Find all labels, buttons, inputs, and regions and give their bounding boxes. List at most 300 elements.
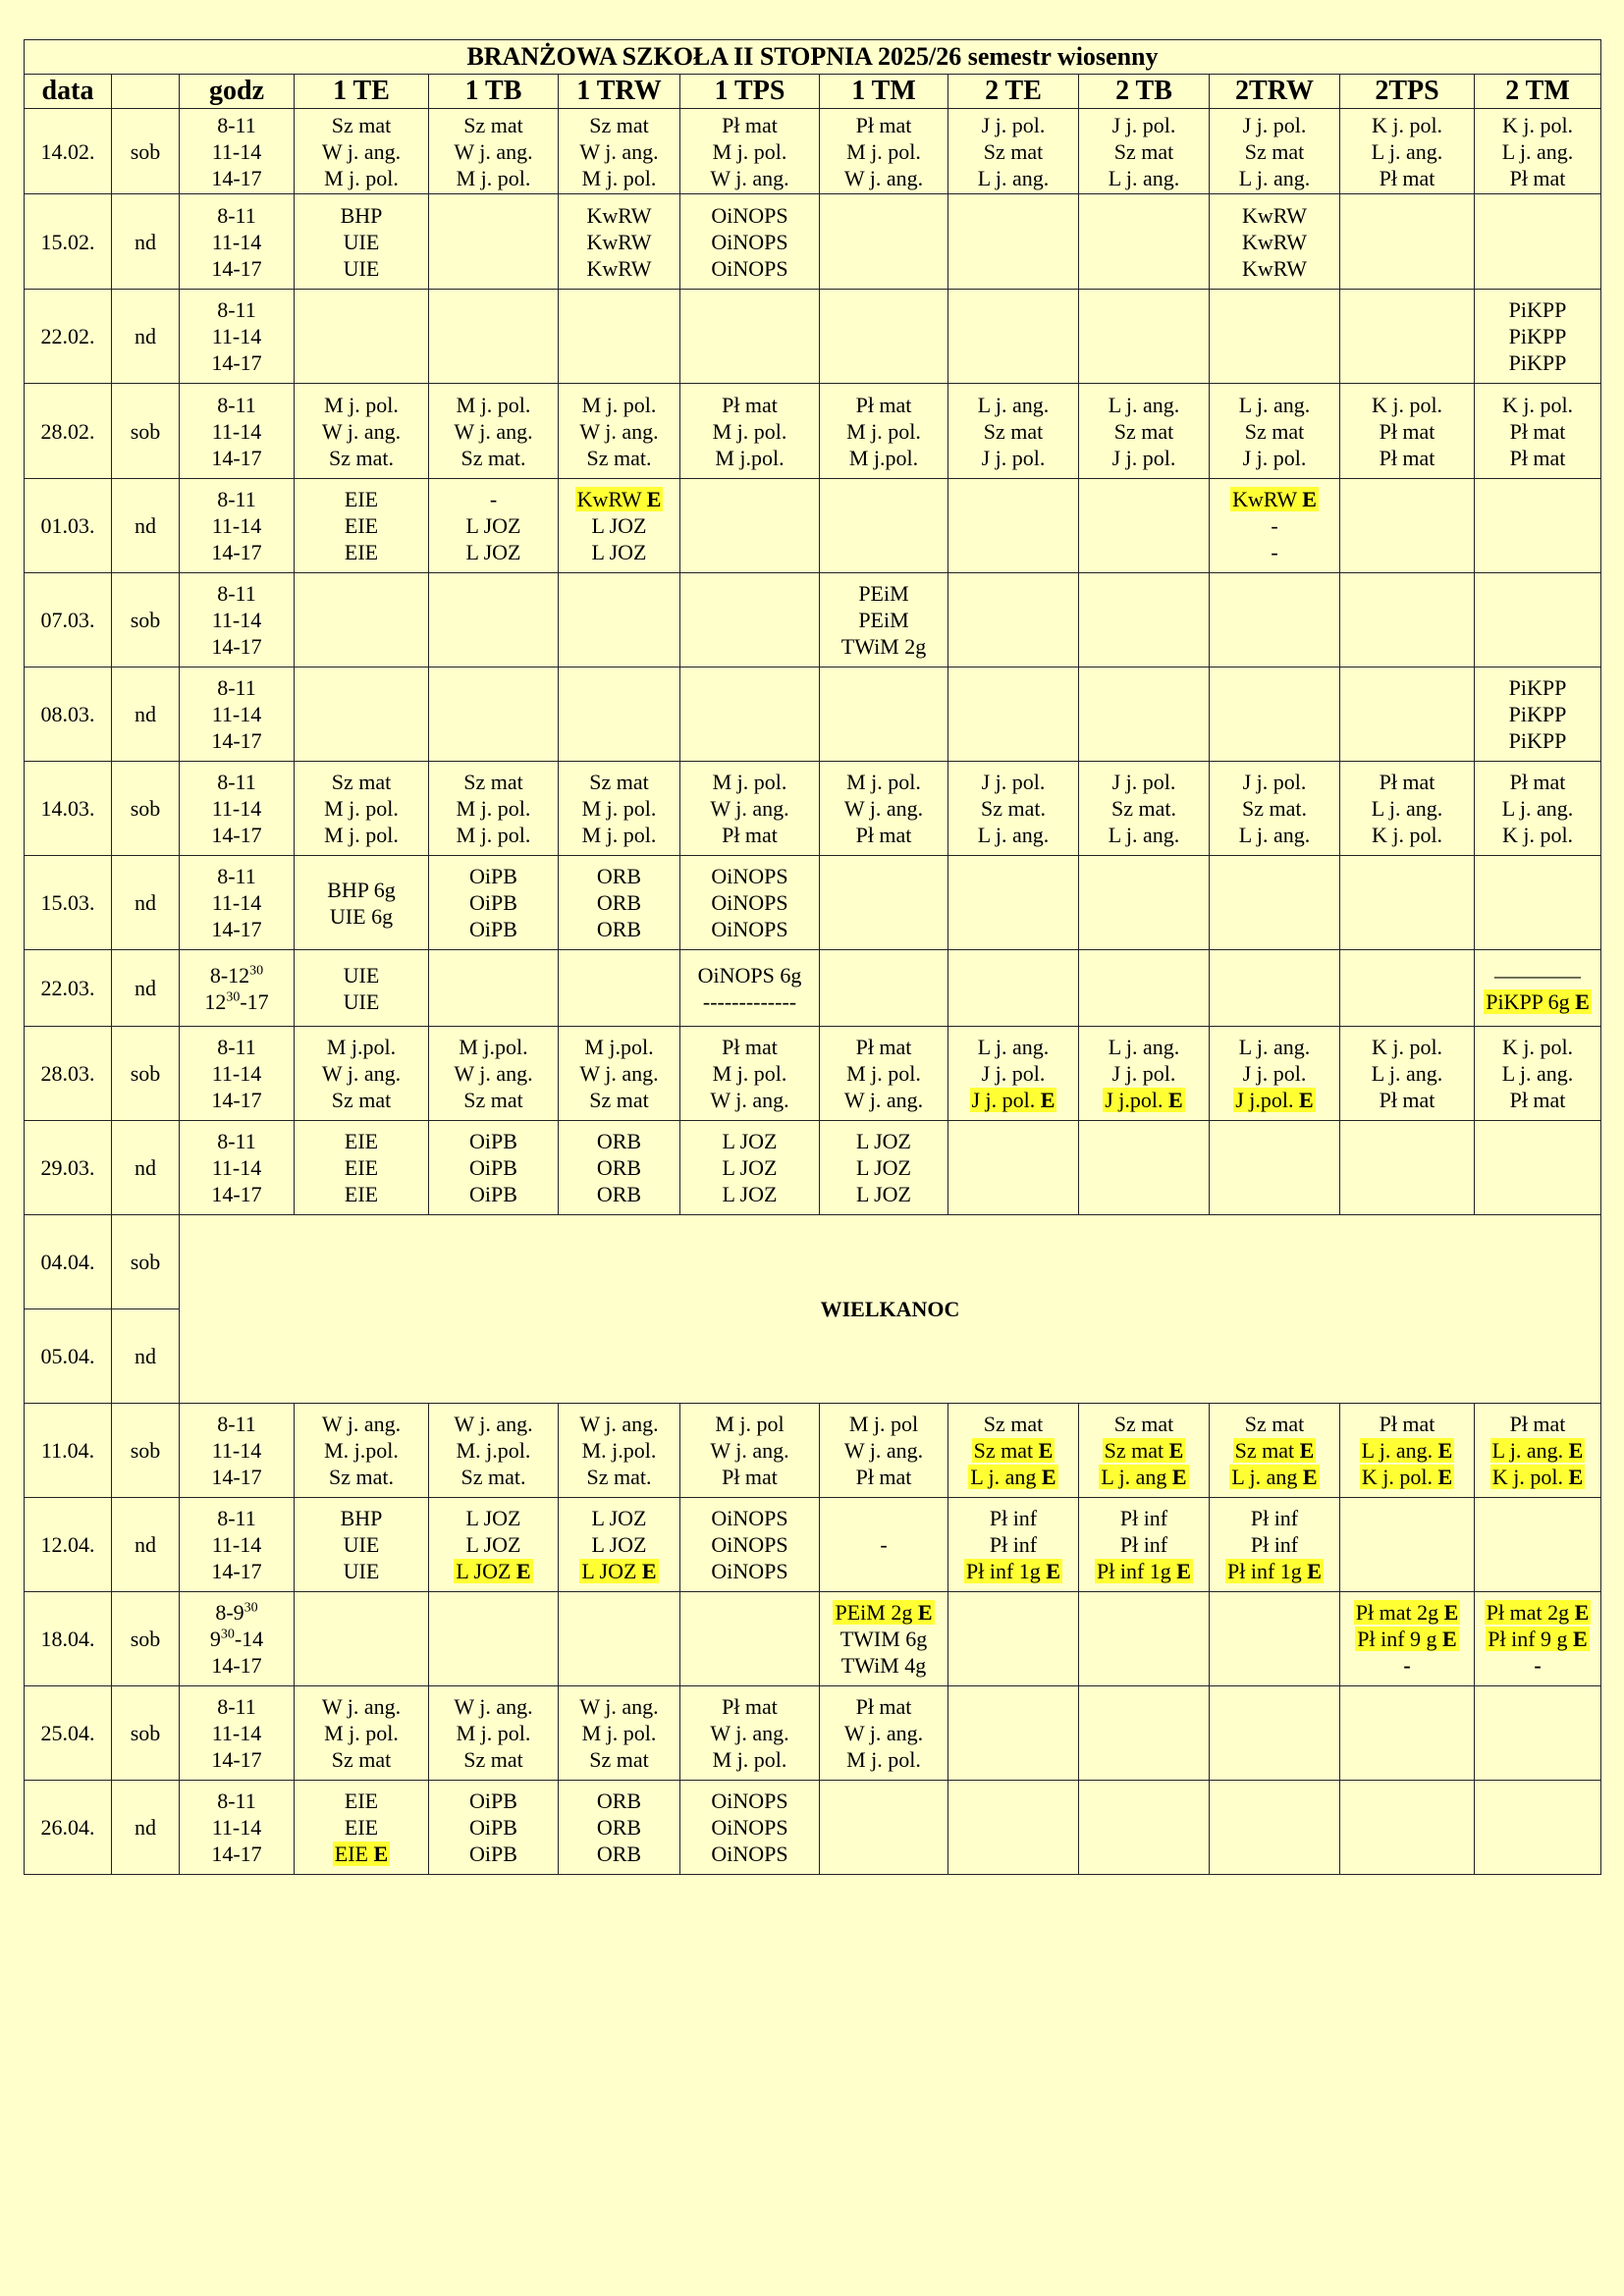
lesson-line: M j. pol. — [324, 796, 399, 821]
day-cell: nd — [112, 667, 180, 762]
lesson-line — [1475, 1599, 1600, 1626]
lesson-line: K j. pol. — [1501, 112, 1574, 137]
hour-slot: 11-14 — [211, 418, 262, 444]
class-cell — [559, 1781, 680, 1875]
lesson-line: PEiM — [858, 581, 909, 606]
exam-highlight — [1360, 1465, 1454, 1489]
date-cell: 11.04. — [25, 1404, 112, 1498]
class-cell — [820, 290, 948, 384]
class-cell — [948, 1781, 1079, 1875]
lesson-line — [948, 1464, 1078, 1490]
lesson-line: W j. ang. — [710, 796, 789, 821]
lesson-line: ORB — [596, 864, 642, 888]
lesson-line: ORB — [596, 890, 642, 915]
class-cell — [1340, 1121, 1475, 1215]
class-cell — [1210, 290, 1340, 384]
class-cell — [820, 950, 948, 1027]
lesson-line: Sz mat — [463, 112, 523, 137]
lesson-line: UIE — [343, 229, 380, 254]
date-cell: 14.03. — [25, 762, 112, 856]
class-cell — [680, 1686, 820, 1781]
lesson-line: L j. ang. — [1371, 1061, 1443, 1086]
lesson-line: OiNOPS — [711, 890, 788, 915]
hour-slot: 8-11 — [217, 1035, 256, 1059]
lesson-line: Sz mat. — [460, 445, 526, 470]
lesson-line: Pł inf — [989, 1506, 1038, 1530]
date-cell: 04.04. — [25, 1215, 112, 1309]
hour-slot: 8-11 — [217, 770, 256, 794]
class-cell — [1475, 1592, 1601, 1686]
lesson-line: J j. pol. — [1242, 112, 1307, 137]
hours-cell — [180, 290, 295, 384]
lesson-line: W j. ang. — [710, 1088, 789, 1112]
lesson-line: J j. pol. — [981, 445, 1046, 470]
lesson-line: M j. pol. — [712, 138, 787, 164]
class-cell — [559, 762, 680, 856]
exam-subject: L j. ang — [1231, 1465, 1303, 1489]
class-cell — [429, 1404, 559, 1498]
class-cell — [429, 194, 559, 290]
class-cell — [680, 950, 820, 1027]
class-cell — [1210, 1404, 1340, 1498]
hour-slot: 8-11 — [217, 487, 256, 511]
exam-highlight — [1229, 1465, 1319, 1489]
class-cell — [948, 1027, 1079, 1121]
lesson-line: M. j.pol. — [581, 1438, 657, 1463]
lesson-line: L j. ang. — [1238, 392, 1311, 417]
lesson-line: W j. ang. — [710, 165, 789, 190]
class-cell — [948, 667, 1079, 762]
lesson-line: Pł mat — [1379, 445, 1435, 470]
lesson-line — [1079, 1558, 1209, 1584]
hour-slot: 11-14 — [211, 1532, 262, 1557]
class-cell — [1475, 573, 1601, 667]
lesson-line: Pł mat — [1379, 418, 1435, 444]
lesson-line: W j. ang. — [454, 418, 533, 444]
header-class: 2 TM — [1475, 75, 1601, 109]
lesson-line: K j. pol. — [1371, 392, 1443, 417]
class-cell — [429, 573, 559, 667]
lesson-line: M j.pol. — [459, 1035, 528, 1059]
lesson-line: J j. pol. — [981, 112, 1046, 137]
day-cell: sob — [112, 1592, 180, 1686]
class-cell — [948, 384, 1079, 479]
lesson-line: OiPB — [469, 917, 517, 941]
date-cell: 28.03. — [25, 1027, 112, 1121]
exam-marker: E — [1437, 1465, 1453, 1489]
exam-highlight — [1095, 1559, 1193, 1583]
class-cell — [1475, 1498, 1601, 1592]
lesson-line: K j. pol. — [1371, 112, 1443, 137]
lesson-line: Sz mat — [1244, 418, 1305, 444]
hour-slot: 8-11 — [217, 1694, 256, 1719]
class-cell — [559, 1592, 680, 1686]
hours-cell — [180, 384, 295, 479]
class-cell — [1475, 1121, 1601, 1215]
lesson-line: KwRW — [586, 255, 652, 281]
lesson-line: OiNOPS — [711, 1842, 788, 1866]
lesson-line: KwRW — [586, 202, 652, 228]
class-cell — [820, 1404, 948, 1498]
lesson-line: Pł mat — [855, 392, 912, 417]
exam-highlight — [1225, 1559, 1324, 1583]
lesson-line: L j. ang. — [1371, 138, 1443, 164]
class-cell — [820, 1498, 948, 1592]
lesson-line: W j. ang. — [454, 138, 533, 164]
lesson-line: PiKPP — [1508, 702, 1567, 726]
lesson-line: PiKPP — [1508, 297, 1567, 322]
class-cell — [295, 856, 429, 950]
lesson-line: OiPB — [469, 1182, 517, 1206]
class-cell — [820, 1686, 948, 1781]
class-cell — [1475, 667, 1601, 762]
lesson-line: M j.pol. — [584, 1035, 654, 1059]
class-cell — [295, 1498, 429, 1592]
class-cell — [820, 762, 948, 856]
exam-marker: E — [917, 1600, 933, 1625]
lesson-line: Pł mat — [722, 823, 778, 847]
lesson-line: L j. ang. — [977, 392, 1050, 417]
lesson-line: OiNOPS — [711, 1506, 788, 1530]
lesson-line: L JOZ — [591, 1506, 647, 1530]
class-cell — [948, 1404, 1079, 1498]
lesson-line: M j. pol. — [324, 392, 399, 417]
hour-slot: 8-11 — [217, 1129, 256, 1153]
lesson-line: M j. pol. — [581, 796, 657, 821]
lesson-line: J j. pol. — [1111, 1061, 1176, 1086]
dash-mark: - — [1403, 1653, 1411, 1678]
hour-slot: 14-17 — [211, 917, 262, 941]
hours-cell — [180, 1121, 295, 1215]
exam-subject: L j. ang — [970, 1465, 1042, 1489]
lesson-line: Sz mat — [589, 1747, 649, 1772]
lesson-line — [1210, 1558, 1339, 1584]
lesson-line: TWiM 4g — [840, 1653, 927, 1678]
lesson-line: M j. pol. — [581, 1721, 657, 1745]
lesson-line: L JOZ — [722, 1182, 778, 1206]
lesson-line: EIE — [344, 1182, 379, 1206]
exam-highlight — [579, 1559, 658, 1583]
lesson-line: ORB — [596, 1182, 642, 1206]
lesson-line: M j. pol. — [324, 823, 399, 847]
lesson-line: L j. ang. — [1238, 165, 1311, 190]
lesson-line: - — [489, 487, 498, 511]
lesson-line: J j. pol. — [1242, 445, 1307, 470]
header-row — [25, 75, 1601, 109]
date-cell: 08.03. — [25, 667, 112, 762]
class-cell — [1079, 573, 1210, 667]
exam-highlight — [1360, 1438, 1455, 1463]
class-cell — [1210, 194, 1340, 290]
exam-subject: Sz mat — [1104, 1438, 1169, 1463]
hours-cell — [180, 667, 295, 762]
lesson-line: UIE 6g — [329, 903, 394, 929]
lesson-line — [820, 1599, 947, 1626]
day-cell: nd — [112, 950, 180, 1027]
lesson-line: W j. ang. — [579, 1061, 659, 1086]
schedule-row — [25, 1404, 1601, 1498]
hour-slot: 11-14 — [211, 890, 262, 915]
class-cell — [948, 573, 1079, 667]
lesson-line: ORB — [596, 1815, 642, 1840]
class-cell — [295, 479, 429, 573]
header-class: 2 TB — [1079, 75, 1210, 109]
hours-cell — [180, 1498, 295, 1592]
hour-slot: 14-17 — [211, 1747, 262, 1772]
exam-marker: E — [1171, 1465, 1187, 1489]
lesson-line: KwRW — [586, 229, 652, 254]
class-cell — [680, 1781, 820, 1875]
lesson-line: PiKPP — [1508, 675, 1567, 700]
class-cell — [680, 290, 820, 384]
lesson-line: M j. pol. — [456, 165, 531, 190]
class-cell — [680, 856, 820, 950]
lesson-line: L JOZ — [465, 1506, 521, 1530]
lesson-line: L j. ang. — [1238, 1035, 1311, 1059]
class-cell — [680, 667, 820, 762]
exam-marker: E — [1574, 1600, 1590, 1625]
schedule-row — [25, 194, 1601, 290]
lesson-line — [1210, 1464, 1339, 1490]
lesson-line: OiPB — [469, 1129, 517, 1153]
schedule-row — [25, 1027, 1601, 1121]
lesson-line: W j. ang. — [579, 1694, 659, 1719]
exam-marker: E — [1437, 1438, 1453, 1463]
lesson-line: W j. ang. — [321, 1412, 402, 1436]
lesson-line: Sz mat — [1113, 1412, 1174, 1436]
lesson-line — [559, 486, 679, 512]
lesson-line: Sz mat — [983, 418, 1044, 444]
lesson-line: W j. ang. — [710, 1438, 789, 1463]
lesson-line: OiNOPS — [711, 1815, 788, 1840]
hour-slot: 8-11 — [217, 675, 256, 700]
hour-range: 8-9 — [215, 1600, 244, 1625]
class-cell — [295, 194, 429, 290]
exam-subject: K j. pol. — [1491, 1465, 1569, 1489]
class-cell — [429, 1686, 559, 1781]
lesson-line: Pł mat — [1379, 165, 1435, 190]
class-cell — [559, 667, 680, 762]
class-cell — [680, 762, 820, 856]
schedule-row — [25, 573, 1601, 667]
lesson-line: M j. pol. — [324, 1721, 399, 1745]
lesson-line: OiPB — [469, 1842, 517, 1866]
lesson-line — [429, 1558, 558, 1584]
lesson-line: Pł inf — [1250, 1532, 1299, 1557]
lesson-line: L JOZ — [855, 1182, 911, 1206]
hour-slot: 14-17 — [211, 165, 262, 190]
class-cell — [948, 762, 1079, 856]
lesson-line: ORB — [596, 1129, 642, 1153]
lesson-line: W j. ang. — [843, 1438, 924, 1463]
hour-slot: 14-17 — [211, 1182, 262, 1206]
lesson-line: M j. pol. — [456, 1721, 531, 1745]
lesson-line — [1079, 1087, 1209, 1113]
hour-slot: 11-14 — [211, 796, 262, 821]
exam-marker: E — [1573, 1627, 1588, 1651]
lesson-line: Sz mat — [589, 1088, 649, 1112]
class-cell — [429, 1592, 559, 1686]
hour-slot: 14-17 — [211, 1465, 262, 1489]
day-cell: sob — [112, 1215, 180, 1309]
class-cell — [1340, 479, 1475, 573]
lesson-line: M j. pol. — [324, 165, 399, 190]
lesson-line: J j. pol. — [981, 1061, 1046, 1086]
lesson-line: ORB — [596, 1789, 642, 1813]
class-cell — [820, 109, 948, 194]
hour-slot: 11-14 — [211, 702, 262, 726]
exam-subject: L j. ang. — [1361, 1438, 1438, 1463]
lesson-line: M j.pol. — [715, 445, 785, 470]
schedule-row — [25, 290, 1601, 384]
class-cell — [1340, 1404, 1475, 1498]
exam-marker: E — [1302, 1465, 1318, 1489]
lesson-line: Pł mat — [1509, 770, 1566, 794]
class-cell — [820, 384, 948, 479]
lesson-line: J j. pol. — [1111, 112, 1176, 137]
exam-highlight — [1490, 1438, 1586, 1463]
hour-slot — [180, 962, 294, 988]
lesson-line: L j. ang. — [977, 823, 1050, 847]
class-cell — [1079, 1498, 1210, 1592]
exam-marker: E — [1575, 988, 1590, 1014]
header-class: 1 TM — [820, 75, 948, 109]
class-cell — [559, 384, 680, 479]
class-cell — [948, 950, 1079, 1027]
lesson-line: M j. pol. — [581, 165, 657, 190]
lesson-line: OiNOPS 6g — [697, 962, 802, 988]
lesson-line — [1340, 1626, 1474, 1652]
hour-slot: 11-14 — [211, 608, 262, 632]
lesson-line: EIE — [344, 1789, 379, 1813]
lesson-line: M j. pol. — [712, 1061, 787, 1086]
hour-slot: 11-14 — [211, 324, 262, 348]
class-cell — [1340, 384, 1475, 479]
lesson-line: PiKPP — [1508, 350, 1567, 375]
class-cell — [1475, 1686, 1601, 1781]
class-cell — [948, 290, 1079, 384]
class-cell — [1340, 856, 1475, 950]
hours-cell — [180, 950, 295, 1027]
lesson-line: EIE — [344, 540, 379, 564]
date-cell: 25.04. — [25, 1686, 112, 1781]
exam-marker: E — [1168, 1088, 1183, 1112]
exam-marker: E — [1302, 487, 1317, 511]
exam-marker: E — [1176, 1559, 1191, 1583]
lesson-line — [1210, 1087, 1339, 1113]
hour-slot: 11-14 — [211, 1721, 262, 1745]
class-cell — [820, 573, 948, 667]
hour-minutes: 30 — [226, 989, 241, 1005]
lesson-line: Pł inf — [989, 1532, 1038, 1557]
lesson-line: M j.pol. — [326, 1035, 397, 1059]
exam-highlight — [1230, 487, 1319, 511]
class-cell — [680, 1404, 820, 1498]
exam-highlight — [968, 1465, 1057, 1489]
lesson-line: Sz mat — [1113, 418, 1174, 444]
class-cell — [429, 109, 559, 194]
class-cell — [680, 479, 820, 573]
exam-marker: E — [1041, 1465, 1056, 1489]
class-cell — [1340, 573, 1475, 667]
schedule-title: BRANŻOWA SZKOŁA II STOPNIA 2025/26 semestr wiosenny — [25, 40, 1601, 75]
lesson-line: ORB — [596, 917, 642, 941]
day-cell: nd — [112, 1781, 180, 1875]
lesson-line — [1340, 1437, 1474, 1464]
exam-subject: J j. pol. — [971, 1088, 1041, 1112]
hours-cell — [180, 1592, 295, 1686]
class-cell — [559, 950, 680, 1027]
lesson-line: Pł mat — [722, 1694, 778, 1719]
hour-slot: 14-17 — [211, 1559, 262, 1583]
date-cell: 15.02. — [25, 194, 112, 290]
class-cell — [559, 573, 680, 667]
lesson-line: L JOZ — [855, 1129, 911, 1153]
class-cell — [1210, 856, 1340, 950]
lesson-line: L JOZ — [722, 1155, 778, 1180]
exam-highlight — [1233, 1438, 1317, 1463]
date-cell: 22.03. — [25, 950, 112, 1027]
class-cell — [1079, 667, 1210, 762]
class-cell — [295, 950, 429, 1027]
lesson-line: Pł inf — [1119, 1506, 1168, 1530]
lesson-line: W j. ang. — [579, 418, 659, 444]
hour-minutes: 30 — [244, 1600, 258, 1616]
lesson-line: Pł mat — [855, 1465, 912, 1489]
hour-slot: 14-17 — [211, 255, 262, 281]
class-cell — [1340, 667, 1475, 762]
hour-slot — [180, 988, 294, 1015]
exam-marker: E — [1442, 1627, 1457, 1651]
class-cell — [1475, 1781, 1601, 1875]
hours-cell — [180, 1781, 295, 1875]
title-row — [25, 40, 1601, 75]
lesson-line: W j. ang. — [710, 1721, 789, 1745]
class-cell — [1475, 950, 1601, 1027]
lesson-line — [1210, 486, 1339, 512]
lesson-line: EIE — [344, 513, 379, 538]
day-cell: sob — [112, 109, 180, 194]
exam-marker: E — [1568, 1438, 1584, 1463]
lesson-line — [948, 1437, 1078, 1464]
schedule-row — [25, 384, 1601, 479]
lesson-line: L j. ang. — [1108, 392, 1180, 417]
lesson-line — [1210, 1437, 1339, 1464]
lesson-line: Pł mat — [722, 1035, 778, 1059]
day-cell: nd — [112, 479, 180, 573]
lesson-line: Sz mat — [1244, 138, 1305, 164]
lesson-line: M j. pol. — [456, 392, 531, 417]
lesson-line: OiPB — [469, 1815, 517, 1840]
class-cell — [295, 384, 429, 479]
class-cell — [1475, 194, 1601, 290]
lesson-line: W j. ang. — [454, 1061, 533, 1086]
lesson-line: ———— — [1494, 962, 1581, 988]
lesson-line: W j. ang. — [843, 1088, 924, 1112]
exam-subject: L j. ang — [1101, 1465, 1172, 1489]
lesson-line: OiPB — [469, 1155, 517, 1180]
lesson-line — [1475, 1626, 1600, 1652]
lesson-line: K j. pol. — [1371, 823, 1443, 847]
lesson-line: L j. ang. — [1238, 823, 1311, 847]
lesson-line: Pł inf — [1119, 1532, 1168, 1557]
class-cell — [1210, 479, 1340, 573]
hour-slot: 8-11 — [217, 297, 256, 322]
lesson-line: Pł mat — [1379, 1088, 1435, 1112]
class-cell — [1475, 290, 1601, 384]
exam-marker: E — [646, 487, 662, 511]
lesson-line — [1475, 1652, 1600, 1679]
